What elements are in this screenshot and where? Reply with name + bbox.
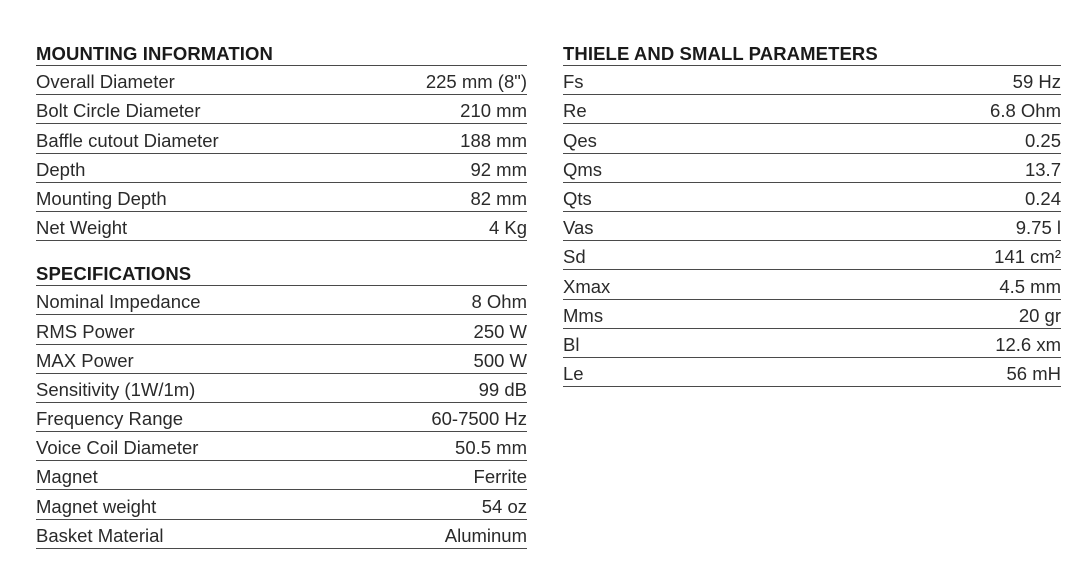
row-label: Nominal Impedance	[36, 291, 201, 313]
row-value: 6.8 Ohm	[990, 100, 1061, 122]
row-label: Mounting Depth	[36, 187, 167, 209]
row-label: Magnet weight	[36, 495, 157, 517]
row-label: Magnet	[36, 466, 98, 488]
table-row	[36, 95, 527, 124]
row-label: Sd	[563, 246, 586, 268]
specifications-section	[36, 260, 527, 549]
table-row	[36, 286, 527, 315]
row-label: Frequency Range	[36, 408, 184, 430]
mounting-rows	[36, 66, 527, 241]
table-row	[36, 403, 527, 432]
row-value: 4.5 mm	[999, 275, 1061, 297]
row-label: Net Weight	[36, 217, 128, 239]
table-row	[563, 329, 1061, 358]
row-value: 0.24	[1024, 187, 1061, 209]
table-row	[563, 212, 1061, 241]
row-value: 9.75 l	[1015, 217, 1061, 239]
row-value: 250 W	[473, 320, 527, 342]
table-row	[563, 66, 1061, 95]
row-value: 60-7500 Hz	[431, 408, 527, 430]
table-row	[563, 270, 1061, 299]
row-label: Mms	[563, 304, 604, 326]
table-row	[36, 124, 527, 153]
row-label: MAX Power	[36, 349, 134, 371]
table-row	[36, 183, 527, 212]
table-row	[563, 358, 1061, 387]
table-row	[36, 520, 527, 549]
table-row	[36, 461, 527, 490]
table-row	[36, 154, 527, 183]
table-row	[563, 95, 1061, 124]
row-value: 225 mm (8")	[425, 71, 527, 93]
row-label: Xmax	[563, 275, 611, 297]
table-row	[36, 432, 527, 461]
row-label: Fs	[563, 71, 584, 93]
row-value: 0.25	[1024, 129, 1061, 151]
table-row	[563, 124, 1061, 153]
section-title: THIELE AND SMALL PARAMETERS	[563, 40, 1061, 66]
table-row	[36, 490, 527, 519]
thiele-small-rows	[563, 66, 1061, 387]
row-value: 82 mm	[470, 187, 527, 209]
row-value: 4 Kg	[488, 217, 527, 239]
table-row	[563, 154, 1061, 183]
row-value: 20 gr	[1018, 304, 1061, 326]
thiele-small-parameters-section	[563, 40, 1061, 387]
table-row	[36, 345, 527, 374]
row-value: 92 mm	[470, 158, 527, 180]
row-value: 188 mm	[460, 129, 527, 151]
row-value: 210 mm	[460, 100, 527, 122]
row-label: Bl	[563, 333, 580, 355]
row-value: 8 Ohm	[471, 291, 527, 313]
section-title: SPECIFICATIONS	[36, 260, 527, 286]
row-value: 500 W	[473, 349, 527, 371]
row-label: RMS Power	[36, 320, 135, 342]
row-label: Baffle cutout Diameter	[36, 129, 219, 151]
row-value: 59 Hz	[1012, 71, 1061, 93]
right-column	[563, 40, 1061, 387]
row-label: Depth	[36, 158, 86, 180]
table-row	[36, 212, 527, 241]
table-row	[36, 374, 527, 403]
row-label: Qms	[563, 158, 603, 180]
row-label: Qts	[563, 187, 592, 209]
row-value: 99 dB	[478, 378, 527, 400]
table-row	[36, 66, 527, 95]
row-label: Vas	[563, 217, 594, 239]
mounting-information-section	[36, 40, 527, 241]
row-value: 141 cm²	[994, 246, 1061, 268]
row-label: Bolt Circle Diameter	[36, 100, 201, 122]
row-value: Ferrite	[473, 466, 527, 488]
table-row	[563, 241, 1061, 270]
row-label: Basket Material	[36, 524, 164, 546]
row-label: Re	[563, 100, 587, 122]
table-row	[563, 183, 1061, 212]
row-value: 56 mH	[1006, 363, 1061, 385]
left-column	[36, 40, 527, 549]
row-value: 54 oz	[481, 495, 527, 517]
row-label: Le	[563, 363, 584, 385]
row-label: Sensitivity (1W/1m)	[36, 378, 196, 400]
table-row	[36, 315, 527, 344]
row-value: 12.6 xm	[995, 333, 1061, 355]
row-label: Qes	[563, 129, 597, 151]
row-value: 50.5 mm	[455, 437, 527, 459]
row-label: Overall Diameter	[36, 71, 175, 93]
row-value: 13.7	[1024, 158, 1061, 180]
section-title: MOUNTING INFORMATION	[36, 40, 527, 66]
table-row	[563, 300, 1061, 329]
specifications-rows	[36, 286, 527, 549]
row-value: Aluminum	[444, 524, 527, 546]
row-label: Voice Coil Diameter	[36, 437, 199, 459]
